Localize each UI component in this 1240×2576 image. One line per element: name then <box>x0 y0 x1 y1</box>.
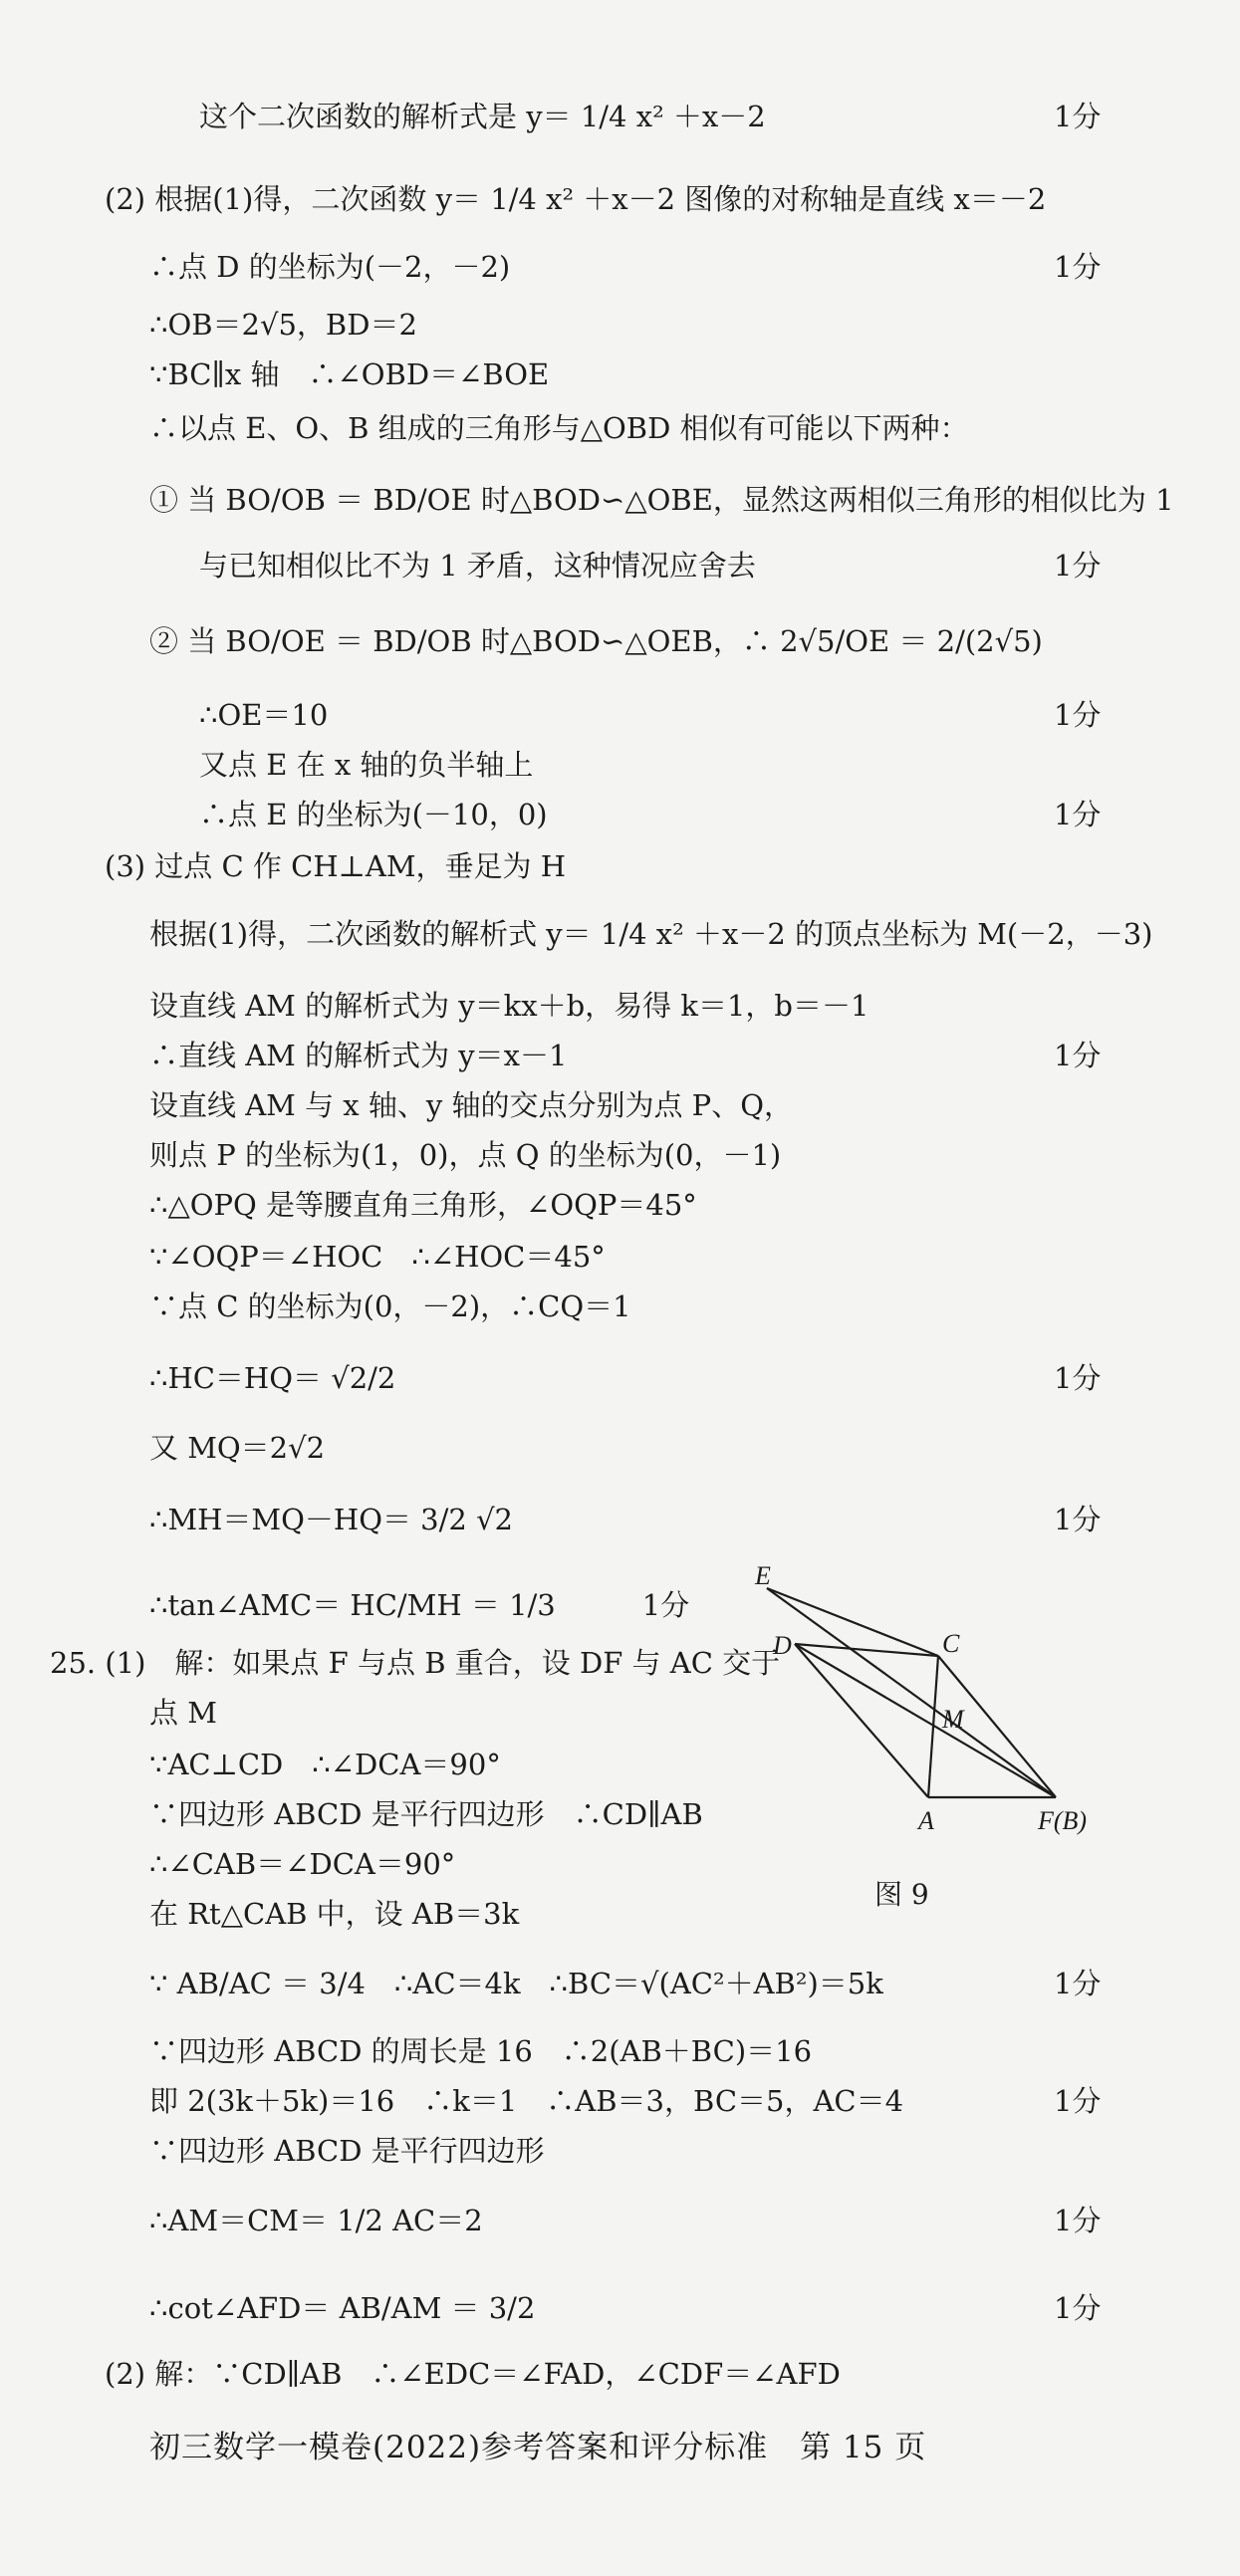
line-3: ∴点 D 的坐标为(－2，－2) <box>149 250 511 284</box>
label-fb: F(B) <box>1038 1806 1088 1835</box>
line-16: ∴直线 AM 的解析式为 y＝x－1 <box>149 1039 568 1072</box>
label-m: M <box>942 1705 964 1734</box>
line-26: 25. (1) 解：如果点 F 与点 B 重合，设 DF 与 AC 交于 <box>50 1646 781 1680</box>
line-7: ① 当 BO/OB ＝ BD/OE 时△BOD∽△OBE，显然这两相似三角形的相似比为 1 <box>149 483 1174 517</box>
label-e: E <box>755 1561 771 1590</box>
score-22: 1分 <box>1054 1361 1102 1395</box>
label-c: C <box>942 1629 960 1658</box>
line-8: 与已知相似比不为 1 矛盾，这种情况应舍去 <box>199 549 756 583</box>
line-20: ∵∠OQP＝∠HOC ∴∠HOC＝45° <box>149 1240 606 1274</box>
line-32: ∵ AB/AC ＝ 3/4 ∴AC＝4k ∴BC＝√(AC²＋AB²)＝5k <box>149 1967 883 2000</box>
score-36: 1分 <box>1054 2204 1102 2237</box>
line-29: ∵四边形 ABCD 是平行四边形 ∴CD∥AB <box>149 1797 703 1831</box>
score-3: 1分 <box>1054 250 1102 284</box>
line-15: 设直线 AM 的解析式为 y＝kx＋b，易得 k＝1，b＝－1 <box>149 989 869 1023</box>
segment-e-c <box>767 1588 938 1656</box>
line-19: ∴△OPQ 是等腰直角三角形，∠OQP＝45° <box>149 1188 697 1222</box>
line-9: ② 当 BO/OE ＝ BD/OB 时△BOD∽△OEB，∴ 2√5/OE ＝ 2/(2√5) <box>149 624 1043 658</box>
line-10: ∴OE＝10 <box>199 698 329 732</box>
line-31: 在 Rt△CAB 中，设 AB＝3k <box>149 1897 520 1931</box>
line-28: ∵AC⊥CD ∴∠DCA＝90° <box>149 1748 501 1781</box>
line-1: 这个二次函数的解析式是 y＝ 1/4 x² ＋x－2 <box>199 100 766 133</box>
segment-d-fb <box>795 1644 1056 1797</box>
line-36: ∴AM＝CM＝ 1/2 AC＝2 <box>149 2204 483 2237</box>
line-5: ∵BC∥x 轴 ∴∠OBD＝∠BOE <box>149 357 550 391</box>
score-37: 1分 <box>1054 2291 1102 2325</box>
line-37: ∴cot∠AFD＝ AB/AM ＝ 3/2 <box>149 2291 536 2325</box>
line-13: (3) 过点 C 作 CH⊥AM，垂足为 H <box>105 849 567 883</box>
label-a: A <box>918 1806 934 1835</box>
segment-d-c <box>795 1644 938 1656</box>
line-27: 点 M <box>149 1696 217 1730</box>
score-32: 1分 <box>1054 1967 1102 2000</box>
label-d: D <box>773 1631 792 1660</box>
score-1: 1分 <box>1054 100 1102 133</box>
line-22: ∴HC＝HQ＝ √2/2 <box>149 1361 396 1395</box>
score-34: 1分 <box>1054 2084 1102 2118</box>
line-30: ∴∠CAB＝∠DCA＝90° <box>149 1847 456 1881</box>
line-2: (2) 根据(1)得，二次函数 y＝ 1/4 x² ＋x－2 图像的对称轴是直线 x＝－2 <box>105 182 1047 216</box>
line-14: 根据(1)得，二次函数的解析式 y＝ 1/4 x² ＋x－2 的顶点坐标为 M(－2，－3) <box>149 917 1153 951</box>
line-4: ∴OB＝2√5，BD＝2 <box>149 308 417 342</box>
line-34: 即 2(3k＋5k)＝16 ∴k＝1 ∴AB＝3，BC＝5，AC＝4 <box>149 2084 904 2118</box>
page-footer: 初三数学一模卷(2022)参考答案和评分标准 第 15 页 <box>149 2430 927 2465</box>
line-33: ∵四边形 ABCD 的周长是 16 ∴2(AB＋BC)＝16 <box>149 2034 813 2068</box>
line-11: 又点 E 在 x 轴的负半轴上 <box>199 748 534 782</box>
line-6: ∴以点 E、O、B 组成的三角形与△OBD 相似有可能以下两种： <box>149 411 969 445</box>
line-23: 又 MQ＝2√2 <box>149 1431 326 1465</box>
line-35: ∵四边形 ABCD 是平行四边形 <box>149 2134 545 2168</box>
line-12: ∴点 E 的坐标为(－10，0) <box>199 798 548 831</box>
line-17: 设直线 AM 与 x 轴、y 轴的交点分别为点 P、Q， <box>149 1088 793 1122</box>
geometry-figure <box>755 1561 1135 1927</box>
score-16: 1分 <box>1054 1039 1102 1072</box>
line-24: ∴MH＝MQ－HQ＝ 3/2 √2 <box>149 1503 514 1536</box>
score-24: 1分 <box>1054 1503 1102 1536</box>
score-10: 1分 <box>1054 698 1102 732</box>
line-25: ∴tan∠AMC＝ HC/MH ＝ 1/3 1分 <box>149 1588 690 1622</box>
line-21: ∵点 C 的坐标为(0，－2)，∴CQ＝1 <box>149 1289 631 1323</box>
score-12: 1分 <box>1054 798 1102 831</box>
line-38: (2) 解：∵CD∥AB ∴∠EDC＝∠FAD，∠CDF＝∠AFD <box>105 2357 841 2391</box>
segment-d-a <box>795 1644 928 1797</box>
score-8: 1分 <box>1054 549 1102 583</box>
figure-caption: 图 9 <box>874 1878 929 1911</box>
line-18: 则点 P 的坐标为(1，0)，点 Q 的坐标为(0，－1) <box>149 1138 782 1172</box>
segment-e-fb <box>767 1588 1056 1797</box>
